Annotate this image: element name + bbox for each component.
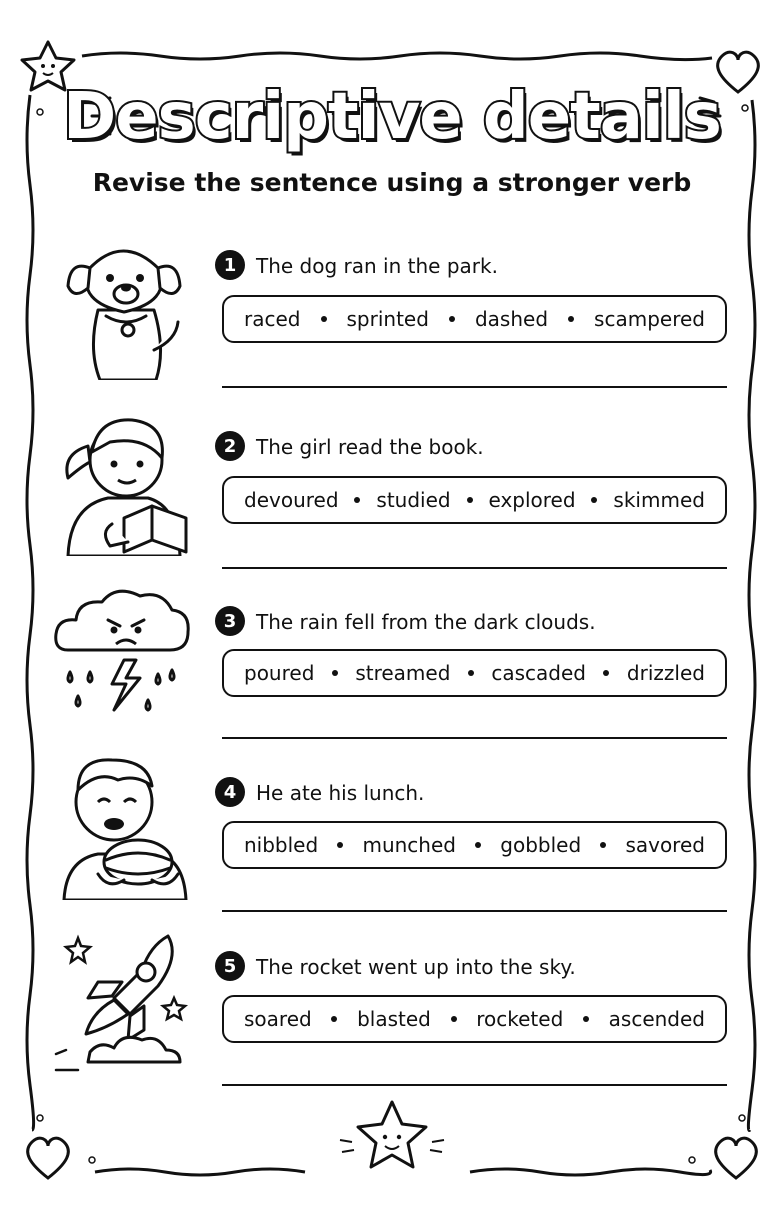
question-number-badge: 3 — [215, 606, 245, 636]
separator-dot — [449, 316, 455, 322]
word-bank — [222, 649, 727, 697]
question-sentence: The rain fell from the dark clouds. — [256, 610, 596, 634]
exercise-item — [0, 230, 784, 400]
word-option[interactable]: raced — [244, 307, 301, 331]
question-sentence: The dog ran in the park. — [256, 254, 498, 278]
exercise-item — [0, 932, 784, 1102]
question-number-badge: 4 — [215, 777, 245, 807]
separator-dot — [332, 670, 338, 676]
word-bank — [222, 821, 727, 869]
star-face-icon — [340, 1102, 444, 1167]
question-sentence: The rocket went up into the sky. — [256, 955, 576, 979]
word-option[interactable]: streamed — [355, 661, 451, 685]
word-option[interactable]: gobbled — [500, 833, 582, 857]
separator-dot — [600, 842, 606, 848]
word-option[interactable]: poured — [244, 661, 315, 685]
word-option[interactable]: blasted — [357, 1007, 431, 1031]
heart-icon — [28, 1138, 69, 1178]
question-sentence: He ate his lunch. — [256, 781, 425, 805]
separator-dot — [337, 842, 343, 848]
dog-icon — [48, 230, 198, 380]
word-option[interactable]: nibbled — [244, 833, 319, 857]
word-bank — [222, 295, 727, 343]
girl-reading-icon — [48, 406, 198, 556]
word-option[interactable]: sprinted — [346, 307, 429, 331]
separator-dot — [603, 670, 609, 676]
answer-line[interactable] — [222, 737, 727, 739]
separator-dot — [583, 1016, 589, 1022]
question-number-badge: 1 — [215, 250, 245, 280]
answer-line[interactable] — [222, 386, 727, 388]
instruction-text: Revise the sentence using a stronger verb — [92, 168, 692, 197]
word-option[interactable]: munched — [362, 833, 456, 857]
word-option[interactable]: drizzled — [626, 661, 705, 685]
question-number-badge: 2 — [215, 431, 245, 461]
separator-dot — [331, 1016, 337, 1022]
separator-dot — [475, 842, 481, 848]
exercise-item — [0, 760, 784, 930]
answer-line[interactable] — [222, 567, 727, 569]
answer-line[interactable] — [222, 1084, 727, 1086]
word-option[interactable]: studied — [376, 488, 451, 512]
answer-line[interactable] — [222, 910, 727, 912]
question-number-badge: 5 — [215, 951, 245, 981]
word-bank — [222, 476, 727, 524]
storm-cloud-icon — [48, 580, 198, 730]
word-option[interactable]: dashed — [474, 307, 549, 331]
word-option[interactable]: soared — [244, 1007, 312, 1031]
separator-dot — [354, 497, 360, 503]
heart-icon — [716, 1138, 757, 1178]
word-option[interactable]: savored — [625, 833, 705, 857]
boy-eating-icon — [48, 750, 198, 900]
word-option[interactable]: rocketed — [476, 1007, 564, 1031]
word-option[interactable]: skimmed — [613, 488, 705, 512]
separator-dot — [468, 670, 474, 676]
rocket-icon — [48, 922, 198, 1072]
separator-dot — [321, 316, 327, 322]
word-option[interactable]: scampered — [594, 307, 705, 331]
exercise-item — [0, 412, 784, 582]
separator-dot — [591, 497, 597, 503]
word-option[interactable]: explored — [488, 488, 576, 512]
word-option[interactable]: devoured — [244, 488, 339, 512]
separator-dot — [451, 1016, 457, 1022]
title-banner — [0, 62, 784, 172]
word-option[interactable]: ascended — [608, 1007, 705, 1031]
word-bank — [222, 995, 727, 1043]
question-sentence: The girl read the book. — [256, 435, 484, 459]
exercise-item — [0, 590, 784, 760]
word-option[interactable]: cascaded — [491, 661, 586, 685]
page-title: Descriptive details — [63, 80, 721, 154]
separator-dot — [568, 316, 574, 322]
separator-dot — [467, 497, 473, 503]
